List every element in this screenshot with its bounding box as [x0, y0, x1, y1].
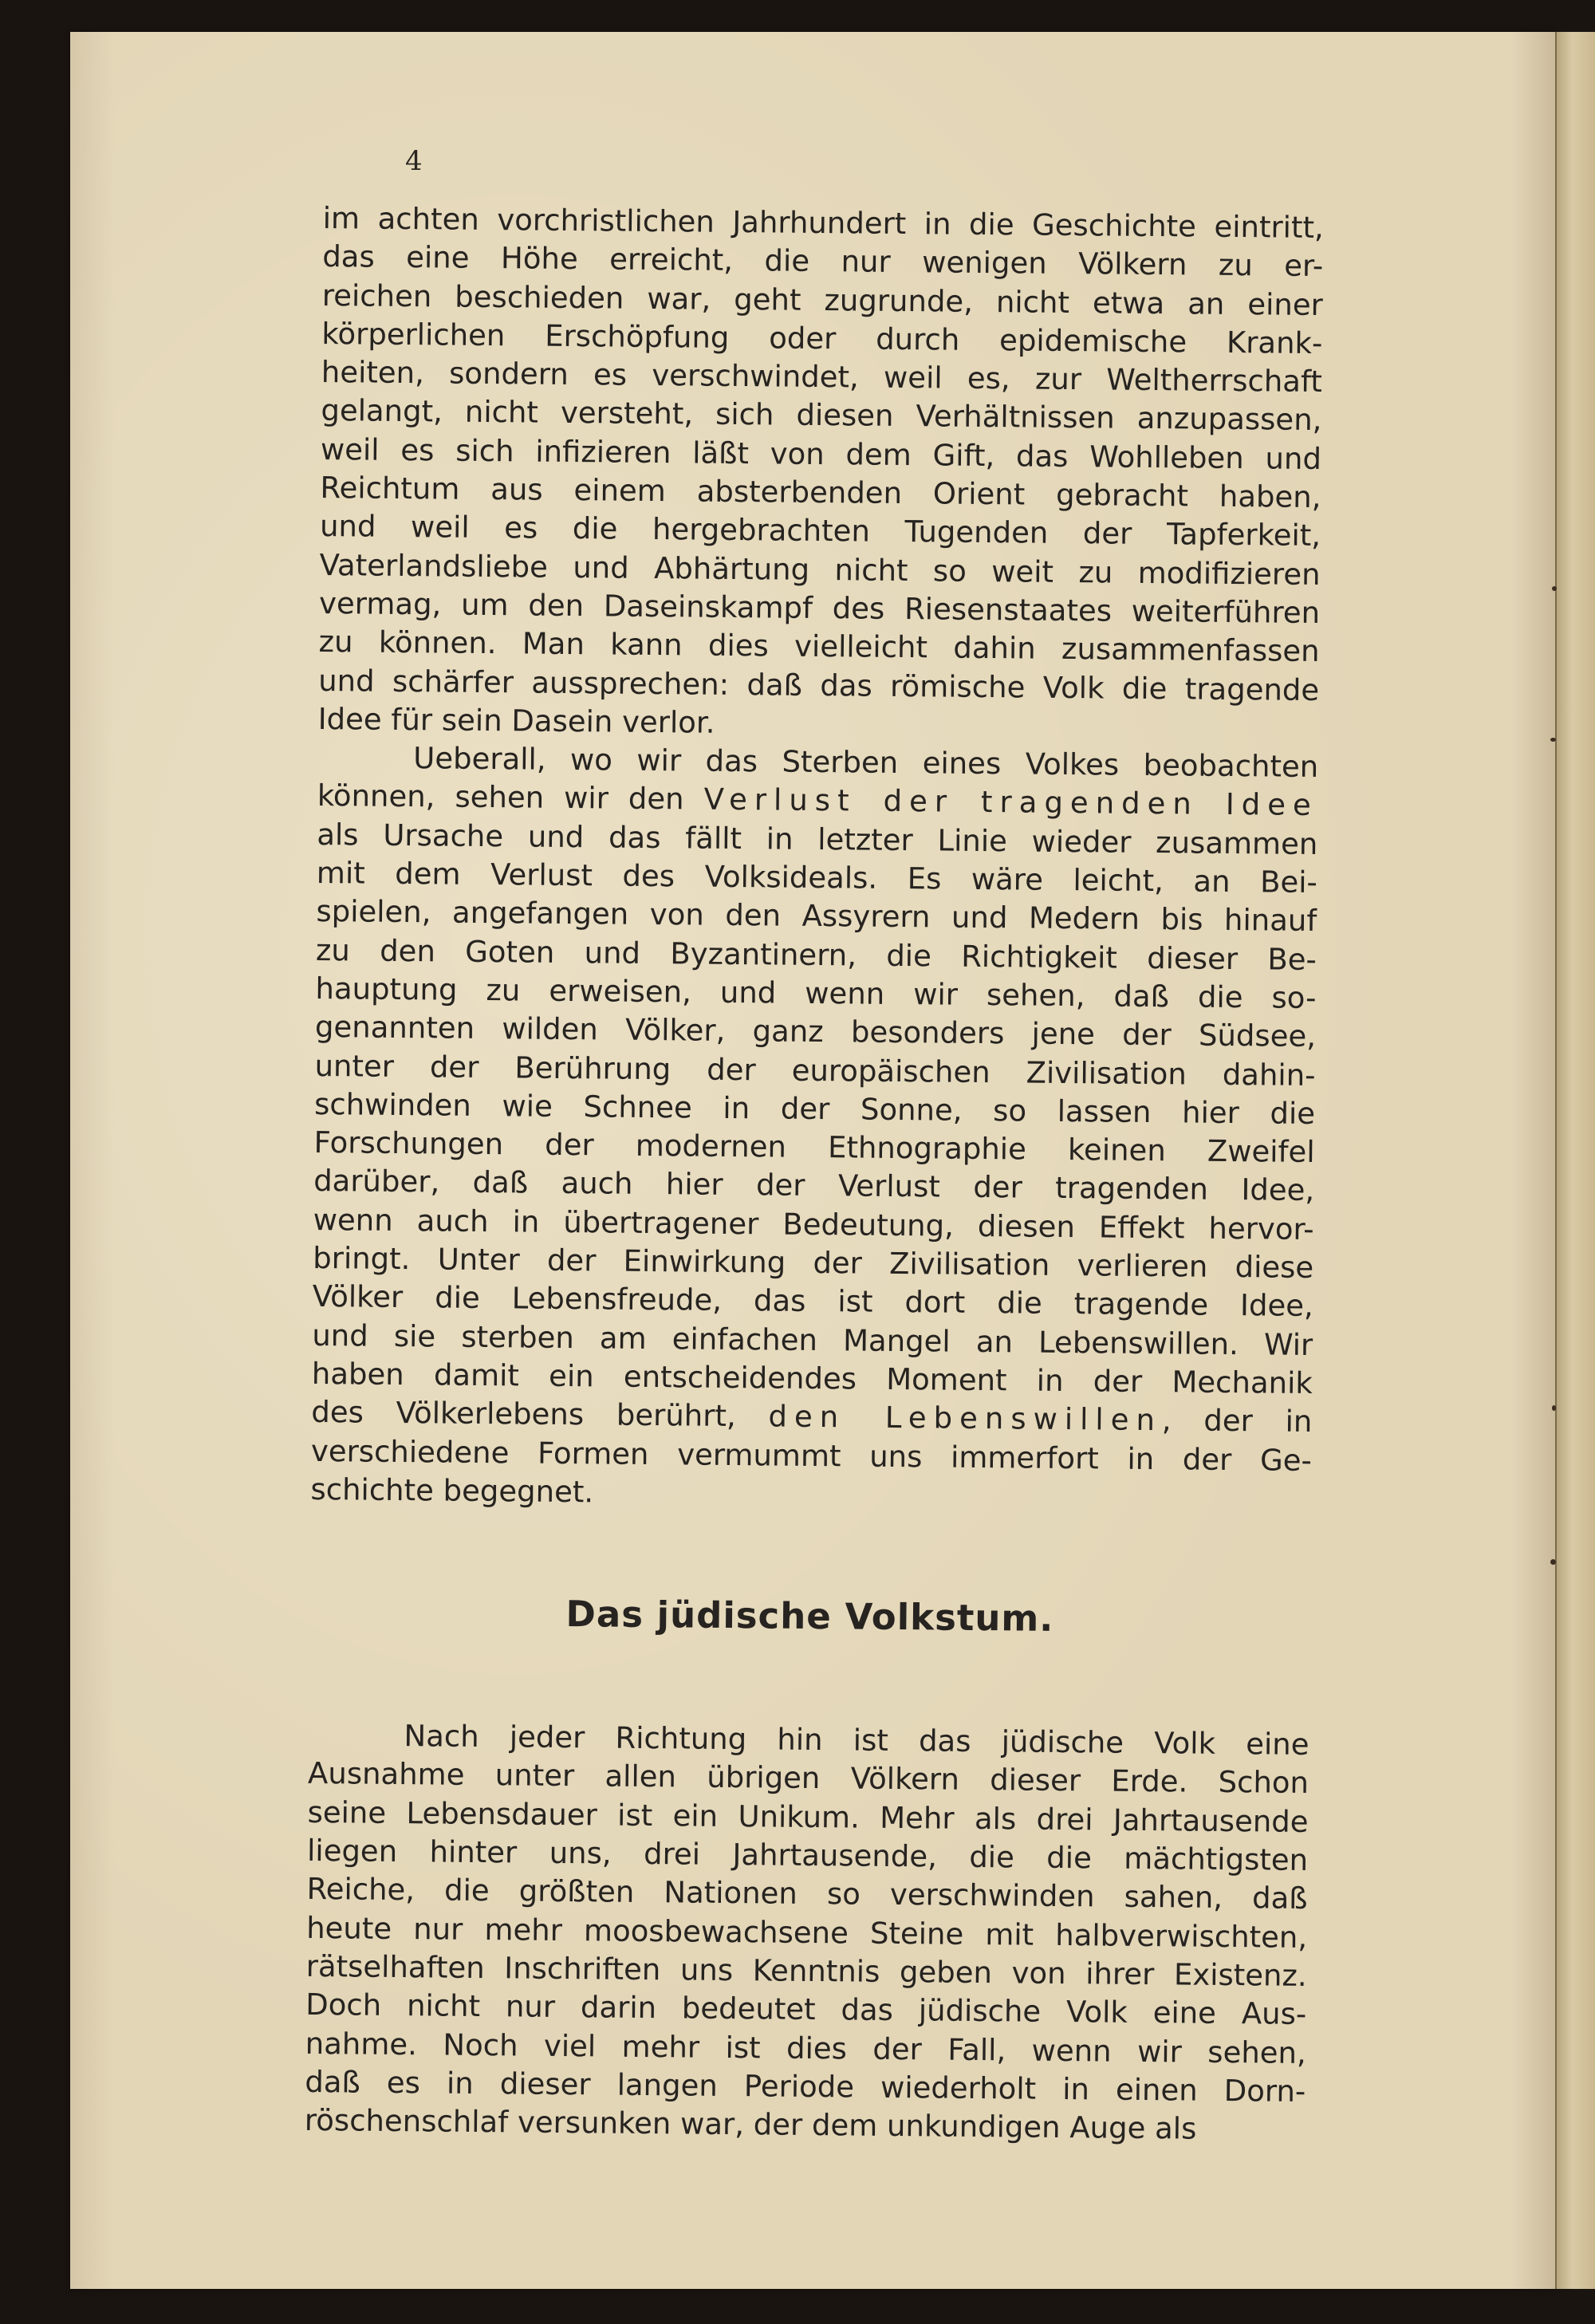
paragraph-3	[305, 1716, 1309, 2149]
text-line: und sie sterben am einfachen Mangel an Lebenswillen. Wir	[312, 1318, 1313, 1362]
text-line: können, sehen wir den Verlust der tragenden Idee	[317, 778, 1318, 823]
text-line: gelangt, nicht versteht, sich diesen Verhältnissen anzupassen,	[321, 393, 1322, 438]
text-line: Vaterlandsliebe und Abhärtung nicht so weit zu modifizieren	[319, 547, 1321, 592]
text-line: bringt. Unter der Einwirkung der Zivilisation verlieren diese	[313, 1240, 1314, 1286]
margin-speck	[1550, 738, 1556, 742]
text-line: haben damit ein entscheidendes Moment in der Mechanik	[311, 1356, 1313, 1400]
text-line: und weil es die hergebrachten Tugenden der Tapferkeit,	[319, 509, 1321, 553]
text-line: als Ursache und das fällt in letzter Linie wieder zusammen	[317, 817, 1318, 861]
text-line: Forschungen der modernen Ethnographie keinen Zweifel	[313, 1125, 1315, 1170]
text-line: spielen, angefangen von den Assyrern und Medern bis hinauf	[316, 894, 1317, 939]
paragraph-1	[318, 199, 1324, 748]
text-line: daß es in dieser langen Periode wiederholt in einen Dorn-	[305, 2064, 1306, 2109]
text-line: Idee für sein Dasein verlor.	[317, 701, 715, 740]
text-line: weil es sich infizieren läßt von dem Gift, das Wohlleben und	[320, 431, 1322, 476]
text-line: heiten, sondern es verschwindet, weil es, zur Weltherrschaft	[321, 355, 1323, 400]
text-line: genannten wilden Völker, ganz besonders jene der Südsee,	[314, 1010, 1317, 1054]
text-line: schichte begegnet.	[310, 1471, 594, 1510]
text-line: und schärfer aussprechen: daß das römische Volk die tragende	[318, 663, 1320, 707]
text-line: seine Lebensdauer ist ein Unikum. Mehr als drei Jahrtausende	[307, 1794, 1309, 1839]
adjacent-page-edge	[1555, 32, 1595, 2289]
text-line: röschenschlaf versunken war, der dem unkundigen Auge als	[304, 2103, 1197, 2146]
text-line: vermag, um den Daseinskampf des Riesenstaates weiterführen	[318, 585, 1321, 630]
text-line: Nach jeder Richtung hin ist das jüdische Volk eine	[404, 1719, 1309, 1763]
page-number: 4	[405, 145, 423, 177]
page-text	[304, 199, 1324, 2146]
text-line: des Völkerlebens berührt, den Lebenswillen, der in	[311, 1395, 1313, 1440]
text-line: Ueberall, wo wir das Sterben eines Volkes beobachten	[413, 741, 1319, 785]
text-line: Ausnahme unter allen übrigen Völkern dieser Erde. Schon	[307, 1756, 1309, 1801]
text-line: heute nur mehr moosbewachsene Steine mit halbverwischten,	[305, 1910, 1308, 1955]
text-line: rätselhaften Inschriften uns Kenntnis geben von ihrer Existenz.	[305, 1948, 1307, 1993]
margin-speck	[1552, 586, 1557, 591]
text-line: schwinden wie Schnee in der Sonne, so lassen hier die	[313, 1086, 1316, 1131]
paragraph-2	[310, 739, 1318, 1518]
emphasized-text: den Lebenswillen	[768, 1399, 1163, 1438]
emphasized-text: Verlust der tragenden Idee	[703, 782, 1318, 823]
text-line: hauptung zu erweisen, und wenn wir sehen, daß die so-	[315, 971, 1317, 1015]
text-line: körperlichen Erschöpfung oder durch epidemische Krank-	[321, 316, 1323, 360]
text-line: mit dem Verlust des Volksideals. Es wäre leicht, an Bei-	[316, 856, 1318, 900]
section-heading: Das jüdische Volkstum.	[565, 1593, 1054, 1641]
text-line: Doch nicht nur darin bedeutet das jüdische Volk eine Aus-	[305, 1987, 1307, 2032]
text-line: darüber, daß auch hier der Verlust der tragenden Idee,	[313, 1164, 1315, 1208]
text-line: unter der Berührung der europäischen Zivilisation dahin-	[314, 1048, 1316, 1093]
text-line: liegen hinter uns, drei Jahrtausende, die die mächtigsten	[306, 1833, 1309, 1878]
margin-speck	[1550, 1559, 1556, 1565]
text-line: zu können. Man kann dies vielleicht dahin zusammenfassen	[318, 624, 1320, 669]
text-line: reichen beschieden war, geht zugrunde, nicht etwa an einer	[321, 278, 1323, 322]
text-line: im achten vorchristlichen Jahrhundert in die Geschichte eintritt,	[322, 200, 1324, 246]
text-line: verschiedene Formen vermummt uns immerfort in der Ge-	[310, 1433, 1313, 1478]
text-line: Reiche, die größten Nationen so verschwinden sahen, daß	[306, 1872, 1308, 1916]
text-line: Reichtum aus einem absterbenden Orient gebracht haben,	[320, 471, 1321, 515]
text-line: nahme. Noch viel mehr ist dies der Fall, wenn wir sehen,	[305, 2026, 1306, 2070]
margin-speck	[1552, 1405, 1556, 1411]
text-line: das eine Höhe erreicht, die nur wenigen Völkern zu er-	[322, 239, 1324, 284]
text-line: zu den Goten und Byzantinern, die Richtigkeit dieser Be-	[315, 932, 1317, 977]
text-line: Völker die Lebensfreude, das ist dort die tragende Idee,	[312, 1279, 1313, 1324]
text-line: wenn auch in übertragener Bedeutung, diesen Effekt hervor-	[313, 1202, 1314, 1247]
